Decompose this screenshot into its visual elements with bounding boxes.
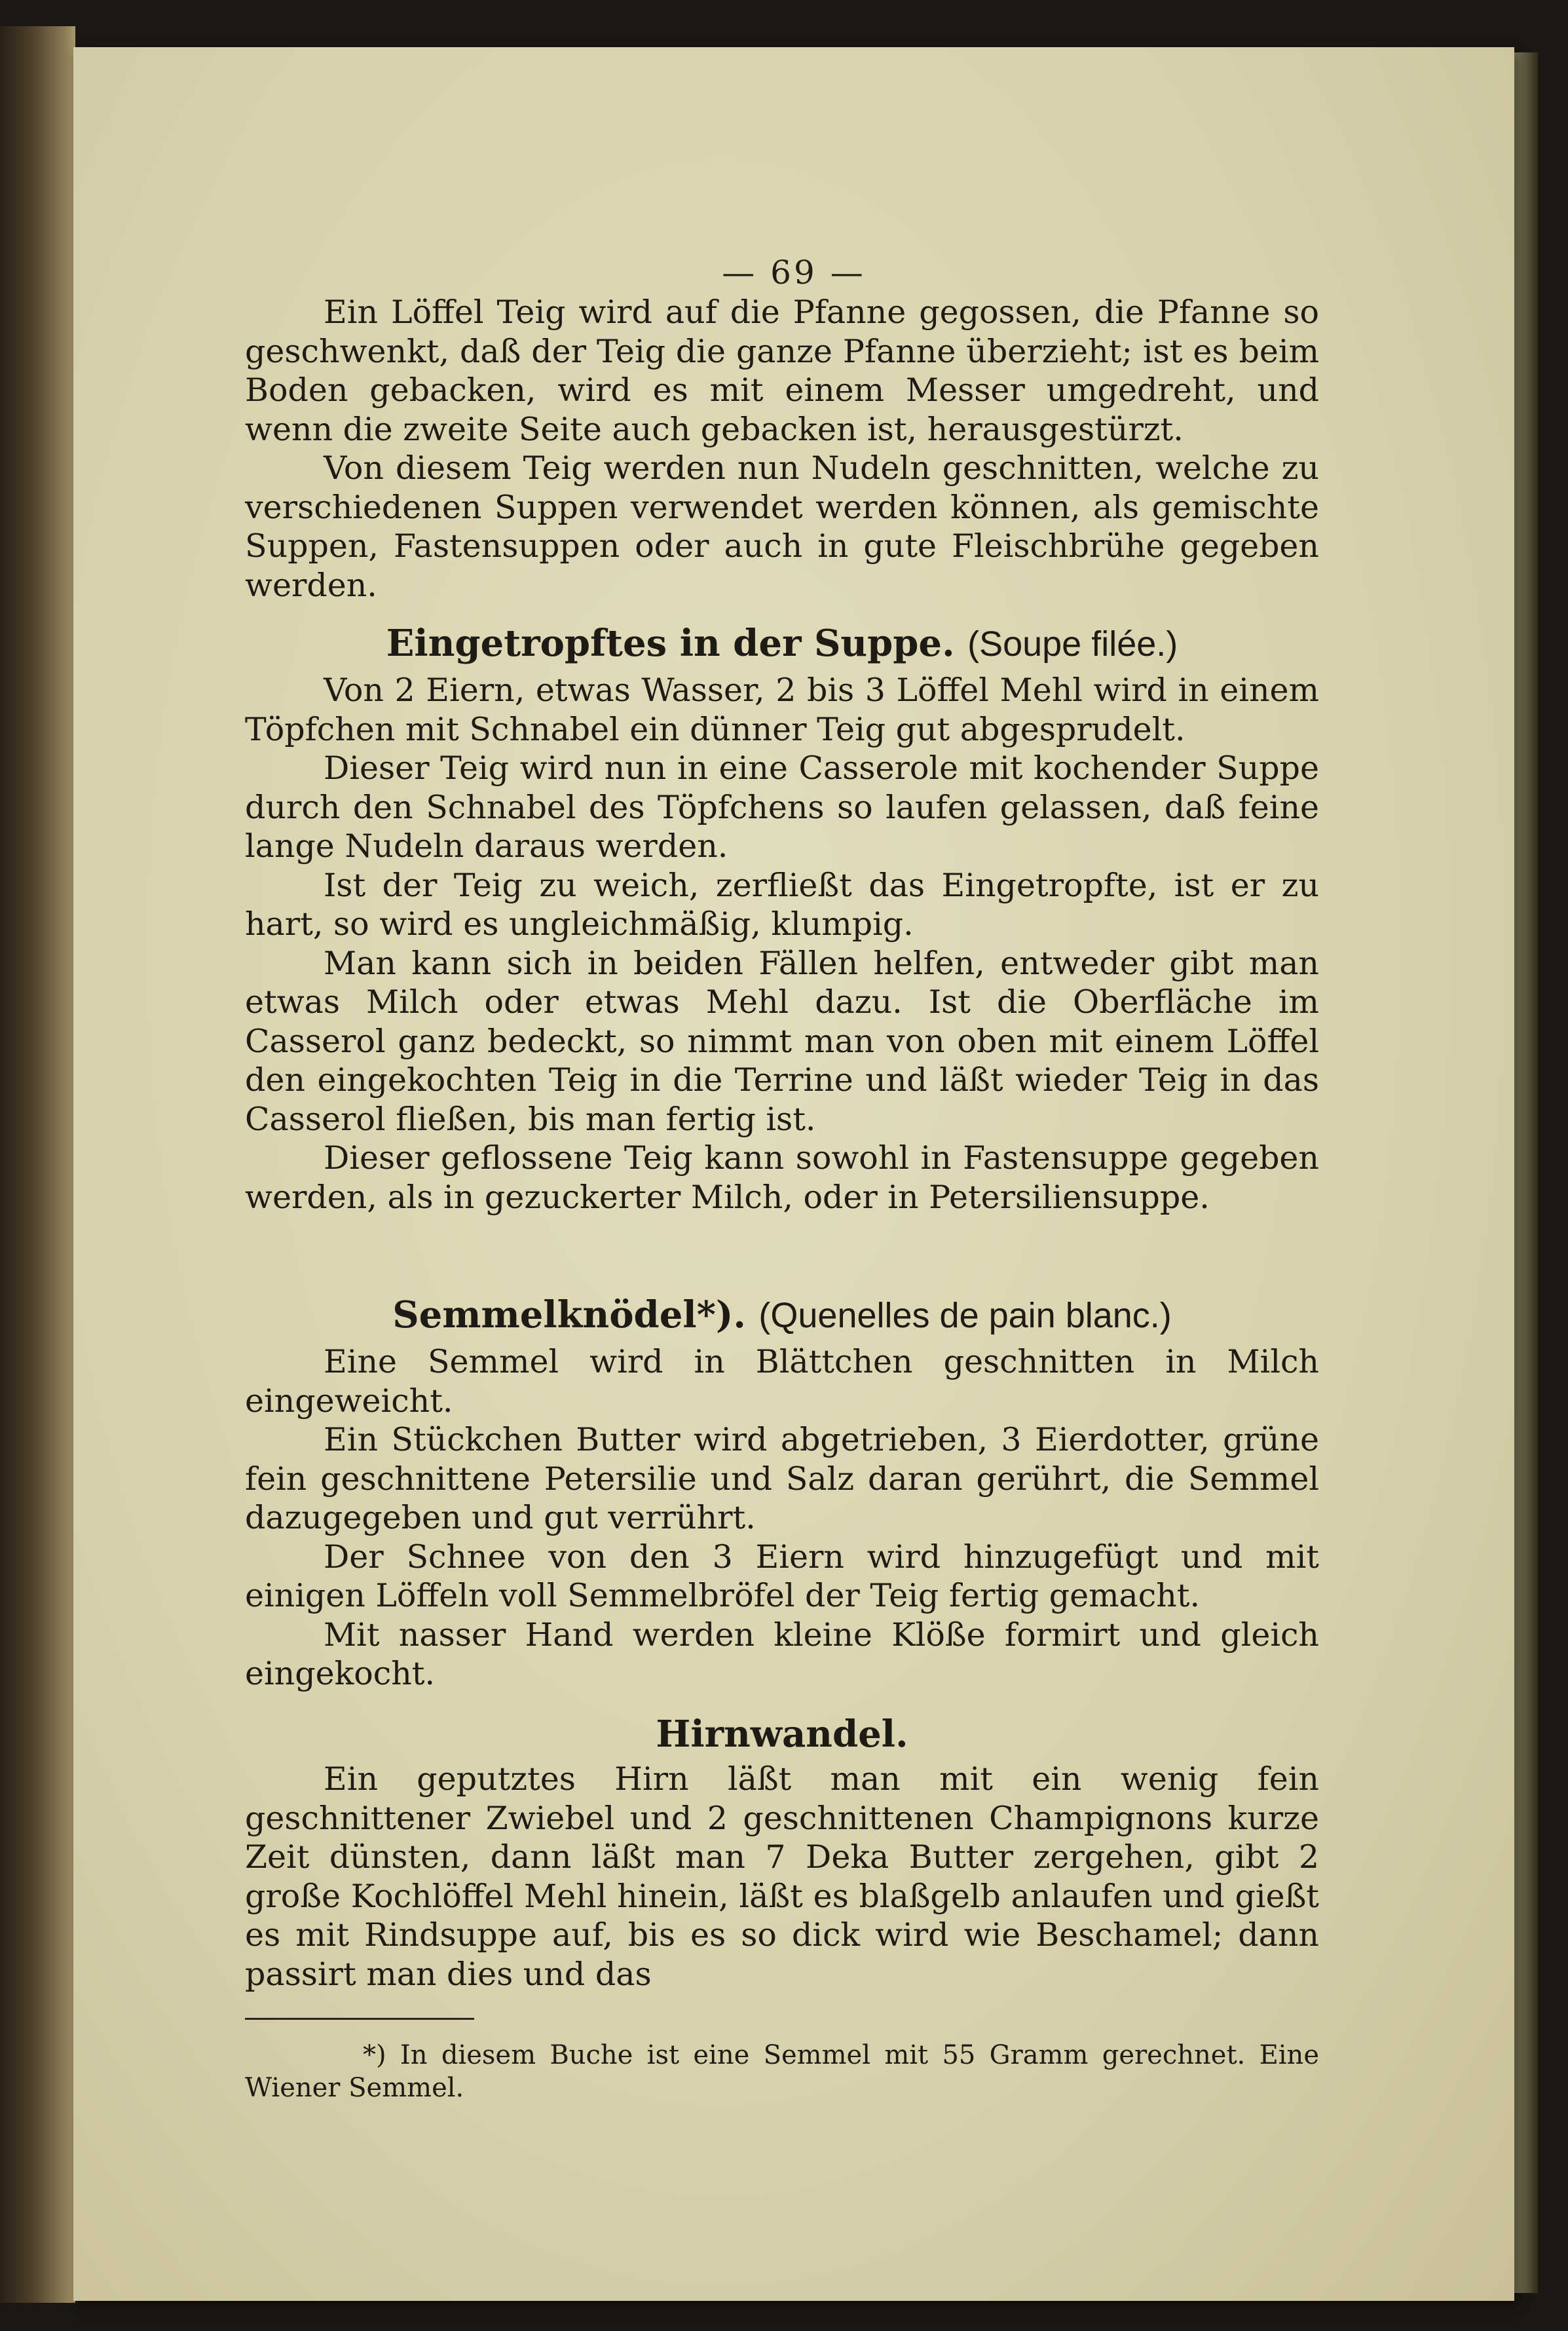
intro-text — [245, 293, 1319, 605]
paragraph: Ist der Teig zu weich, zerfließt das Eingetropfte, ist er zu hart, so wird es ungleichmäßig, klumpig. — [245, 866, 1319, 943]
footnote — [245, 2039, 1319, 2104]
paragraph: Von 2 Eiern, etwas Wasser, 2 bis 3 Löffel Mehl wird in einem Töpfchen mit Schnabel ein dünner Teig gut abgesprudelt. — [245, 672, 1319, 748]
page-number: — 69 — — [722, 254, 866, 292]
book-page — [73, 47, 1514, 2301]
section-title-alt: (Quenelles de pain blanc.) — [758, 1296, 1172, 1335]
paragraph: Dieser Teig wird nun in eine Casserole mit kochender Suppe durch den Schnabel des Töpfchens so laufen gelassen, daß feine lange Nudeln daraus werden. — [245, 749, 1319, 865]
paragraph: Ein Löffel Teig wird auf die Pfanne gegossen, die Pfanne so geschwenkt, daß der Teig die ganze Pfanne überzieht; ist es beim Boden gebacken, wird es mit einem Messer umgedreht, und wenn die zweite Seite auch gebacken ist, herausgestürzt. — [245, 294, 1319, 448]
section-title: Hirnwandel. — [656, 1713, 908, 1756]
section-title — [245, 1292, 1319, 1338]
paragraph: Eine Semmel wird in Blättchen geschnitten in Milch eingeweicht. — [245, 1343, 1319, 1420]
page-edge — [1514, 52, 1538, 2293]
paragraph: Man kann sich in beiden Fällen helfen, entweder gibt man etwas Milch oder etwas Mehl dazu. Ist die Oberfläche im Casserol ganz bedeckt, so nimmt man von oben mit einem Löffel den eingekochten Teig in die Terrine und läßt wieder Teig in das Casserol fließen, bis man fertig ist. — [245, 944, 1319, 1138]
section-title — [245, 620, 1319, 667]
paragraph: Ein geputztes Hirn läßt man mit ein wenig fein geschnittener Zwiebel und 2 geschnittenen Champignons kurze Zeit dünsten, dann läßt man 7 Deka Butter zergehen, gibt 2 große Kochlöffel Mehl hinein, läßt es blaßgelb anlaufen und gießt es mit Rindsuppe auf, bis es so dick wird wie Beschamel; dann passirt man dies und das — [245, 1760, 1319, 1993]
section-eingetropftes — [245, 620, 1319, 1217]
section-title-alt: (Soupe filée.) — [967, 624, 1178, 664]
paragraph: Der Schnee von den 3 Eiern wird hinzugefügt und mit einigen Löffeln voll Semmelbröfel der Teig fertig gemacht. — [245, 1538, 1319, 1614]
paragraph: Dieser geflossene Teig kann sowohl in Fastensuppe gegeben werden, als in gezuckerter Milch, oder in Petersiliensuppe. — [245, 1139, 1319, 1216]
footnote-divider — [245, 2018, 474, 2020]
paragraph: Mit nasser Hand werden kleine Klöße formirt und gleich eingekocht. — [245, 1616, 1319, 1692]
section-hirnwandel — [245, 1711, 1319, 1994]
paragraph: Von diesem Teig werden nun Nudeln geschnitten, welche zu verschiedenen Suppen verwendet werden können, als gemischte Suppen, Fastensuppen oder auch in gute Fleischbrühe gegeben werden. — [245, 449, 1319, 604]
section-title-text: Semmelknödel*). — [392, 1293, 746, 1336]
book-spine — [0, 26, 75, 2303]
paragraph: Ein Stückchen Butter wird abgetrieben, 3 Eierdotter, grüne fein geschnittene Petersilie und Salz daran gerührt, die Semmel dazugegeben und gut verrührt. — [245, 1421, 1319, 1536]
section-semmelknoedel — [245, 1292, 1319, 1694]
section-title-text: Eingetropftes in der Suppe. — [386, 622, 955, 665]
footnote-text: *) In diesem Buche ist eine Semmel mit 55 Gramm gerechnet. Eine Wiener Semmel. — [245, 2040, 1319, 2103]
